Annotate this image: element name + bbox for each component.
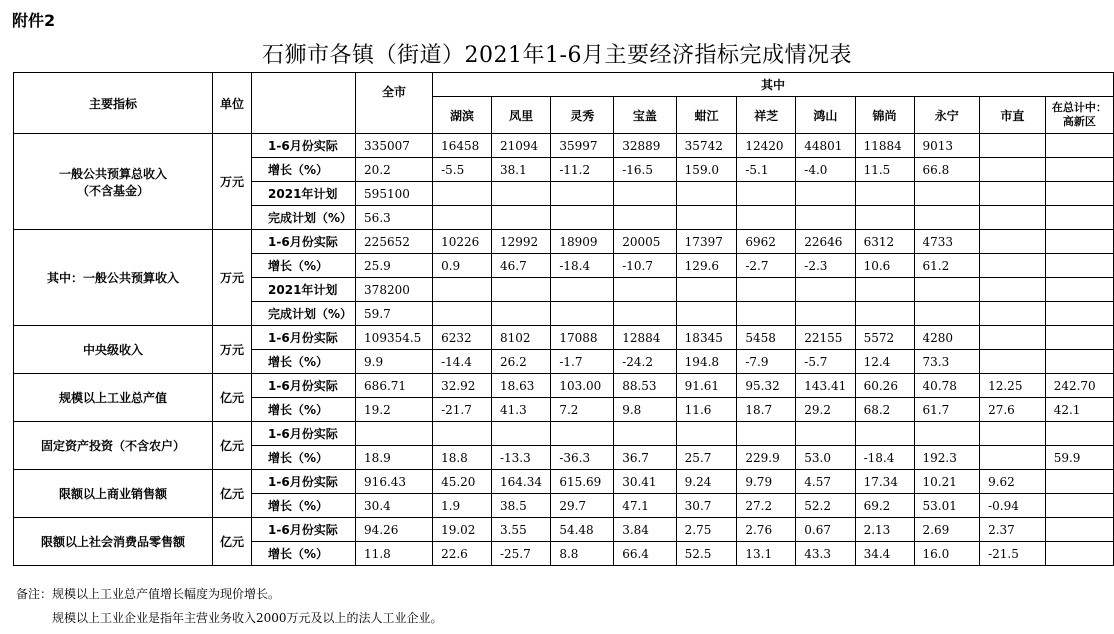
header-town: 市直 (980, 97, 1046, 134)
town-value (1045, 494, 1113, 518)
town-value (614, 278, 676, 302)
town-value: 17397 (676, 230, 737, 254)
town-value: 229.9 (737, 446, 796, 470)
town-value (980, 158, 1046, 182)
town-value: 91.61 (676, 374, 737, 398)
town-value: 38.1 (491, 158, 550, 182)
header-town: 祥芝 (737, 97, 796, 134)
town-value (614, 302, 676, 326)
header-row (14, 73, 1114, 97)
town-value: 3.55 (491, 518, 550, 542)
header-town: 凤里 (491, 97, 550, 134)
town-value: 5572 (855, 326, 914, 350)
table-row (14, 230, 1114, 254)
town-value: 129.6 (676, 254, 737, 278)
town-value (980, 254, 1046, 278)
town-value (980, 182, 1046, 206)
town-value: 29.7 (551, 494, 614, 518)
town-value: -1.7 (551, 350, 614, 374)
town-value (676, 422, 737, 446)
town-value: 35742 (676, 134, 737, 158)
header-town: 蚶江 (676, 97, 737, 134)
town-value: -18.4 (551, 254, 614, 278)
indicator-name: 限额以上社会消费品零售额 (14, 518, 213, 566)
town-value: 1.9 (433, 494, 492, 518)
indicator-unit: 亿元 (213, 422, 252, 470)
town-value (855, 302, 914, 326)
row-label: 增长（%） (252, 446, 356, 470)
note-2: 规模以上工业企业是指年主营业务收入2000万元及以上的法人工业企业。 (52, 611, 443, 625)
town-value: 18.63 (491, 374, 550, 398)
town-value (980, 446, 1046, 470)
city-value: 25.9 (356, 254, 433, 278)
indicator-name: 限额以上商业销售额 (14, 470, 213, 518)
town-value: -13.3 (491, 446, 550, 470)
town-value: 40.78 (914, 374, 980, 398)
town-value (737, 278, 796, 302)
town-value: 12884 (614, 326, 676, 350)
header-town: 灵秀 (551, 97, 614, 134)
town-value: -16.5 (614, 158, 676, 182)
town-value: 2.69 (914, 518, 980, 542)
town-value: -11.2 (551, 158, 614, 182)
header-city: 全市 (356, 73, 433, 134)
town-value: 59.9 (1045, 446, 1113, 470)
town-value (855, 182, 914, 206)
town-value (980, 278, 1046, 302)
town-value (614, 206, 676, 230)
table-row (14, 422, 1114, 446)
row-label: 1-6月份实际 (252, 374, 356, 398)
town-value (980, 326, 1046, 350)
town-value: 16.0 (914, 542, 980, 566)
town-value: 103.00 (551, 374, 614, 398)
town-value: -7.9 (737, 350, 796, 374)
town-value (855, 422, 914, 446)
indicator-name: 规模以上工业总产值 (14, 374, 213, 422)
city-value: 11.8 (356, 542, 433, 566)
town-value: 20005 (614, 230, 676, 254)
town-value: 11.6 (676, 398, 737, 422)
town-value: 242.70 (1045, 374, 1113, 398)
town-value (796, 182, 855, 206)
town-value: 95.32 (737, 374, 796, 398)
town-value (796, 206, 855, 230)
town-value: -2.3 (796, 254, 855, 278)
town-value (491, 302, 550, 326)
town-value (433, 206, 492, 230)
header-among: 其中 (433, 73, 1114, 97)
town-value: 194.8 (676, 350, 737, 374)
town-value: 143.41 (796, 374, 855, 398)
town-value (1045, 134, 1113, 158)
town-value: 13.1 (737, 542, 796, 566)
town-value: 10.6 (855, 254, 914, 278)
city-value (356, 422, 433, 446)
row-label: 1-6月份实际 (252, 230, 356, 254)
town-value: 12.25 (980, 374, 1046, 398)
table-row (14, 518, 1114, 542)
town-value: 44801 (796, 134, 855, 158)
city-value: 378200 (356, 278, 433, 302)
row-label: 2021年计划 (252, 182, 356, 206)
town-value (1045, 182, 1113, 206)
town-value (1045, 302, 1113, 326)
town-value: 73.3 (914, 350, 980, 374)
town-value: 30.7 (676, 494, 737, 518)
header-town: 在总计中： 高新区 (1045, 97, 1113, 134)
town-value (796, 278, 855, 302)
header-blank (252, 73, 356, 134)
town-value: 11884 (855, 134, 914, 158)
town-value: 17.34 (855, 470, 914, 494)
town-value: -18.4 (855, 446, 914, 470)
town-value: 41.3 (491, 398, 550, 422)
town-value (914, 206, 980, 230)
town-value (491, 206, 550, 230)
row-label: 增长（%） (252, 398, 356, 422)
town-value: 12.4 (855, 350, 914, 374)
town-value (980, 230, 1046, 254)
town-value (551, 422, 614, 446)
town-value: 9.62 (980, 470, 1046, 494)
town-value (676, 302, 737, 326)
town-value: 68.2 (855, 398, 914, 422)
town-value (433, 182, 492, 206)
town-value: -14.4 (433, 350, 492, 374)
town-value (737, 182, 796, 206)
town-value: 5458 (737, 326, 796, 350)
town-value: 88.53 (614, 374, 676, 398)
city-value: 686.71 (356, 374, 433, 398)
town-value: 27.2 (737, 494, 796, 518)
town-value (980, 422, 1046, 446)
town-value: -36.3 (551, 446, 614, 470)
town-value: 60.26 (855, 374, 914, 398)
town-value: 164.34 (491, 470, 550, 494)
city-value: 59.7 (356, 302, 433, 326)
town-value: 3.84 (614, 518, 676, 542)
town-value (737, 422, 796, 446)
row-label: 增长（%） (252, 542, 356, 566)
town-value: -2.7 (737, 254, 796, 278)
row-label: 完成计划（%） (252, 302, 356, 326)
town-value: 69.2 (855, 494, 914, 518)
header-town: 宝盖 (614, 97, 676, 134)
row-label: 增长（%） (252, 158, 356, 182)
row-label: 1-6月份实际 (252, 470, 356, 494)
city-value: 94.26 (356, 518, 433, 542)
town-value (433, 278, 492, 302)
row-label: 1-6月份实际 (252, 422, 356, 446)
town-value: 42.1 (1045, 398, 1113, 422)
town-value: 192.3 (914, 446, 980, 470)
town-value (855, 206, 914, 230)
town-value (796, 422, 855, 446)
header-town: 永宁 (914, 97, 980, 134)
town-value: 46.7 (491, 254, 550, 278)
row-label: 1-6月份实际 (252, 518, 356, 542)
town-value: 18.8 (433, 446, 492, 470)
town-value (980, 206, 1046, 230)
town-value: 2.37 (980, 518, 1046, 542)
town-value (551, 302, 614, 326)
town-value: 2.13 (855, 518, 914, 542)
city-value: 30.4 (356, 494, 433, 518)
town-value: 6232 (433, 326, 492, 350)
town-value: 10.21 (914, 470, 980, 494)
town-value (914, 278, 980, 302)
indicator-name: 中央级收入 (14, 326, 213, 374)
town-value (1045, 518, 1113, 542)
town-value (1045, 278, 1113, 302)
town-value: 27.6 (980, 398, 1046, 422)
table-row (14, 134, 1114, 158)
indicator-name: 固定资产投资（不含农户） (14, 422, 213, 470)
row-label: 增长（%） (252, 494, 356, 518)
city-value: 56.3 (356, 206, 433, 230)
town-value: 9013 (914, 134, 980, 158)
town-value (1045, 326, 1113, 350)
indicator-unit: 万元 (213, 326, 252, 374)
town-value: 18909 (551, 230, 614, 254)
town-value: 10226 (433, 230, 492, 254)
town-value (796, 302, 855, 326)
town-value (914, 302, 980, 326)
town-value (1045, 470, 1113, 494)
town-value (614, 182, 676, 206)
row-label: 增长（%） (252, 254, 356, 278)
town-value: 2.76 (737, 518, 796, 542)
town-value: 53.01 (914, 494, 980, 518)
town-value (614, 422, 676, 446)
town-value (433, 302, 492, 326)
town-value: 54.48 (551, 518, 614, 542)
town-value (1045, 350, 1113, 374)
town-value: 47.1 (614, 494, 676, 518)
town-value: 19.02 (433, 518, 492, 542)
town-value: 66.8 (914, 158, 980, 182)
town-value: 32889 (614, 134, 676, 158)
town-value (551, 182, 614, 206)
town-value (491, 182, 550, 206)
town-value (980, 350, 1046, 374)
town-value: 52.2 (796, 494, 855, 518)
city-value: 109354.5 (356, 326, 433, 350)
town-value: 29.2 (796, 398, 855, 422)
town-value: 21094 (491, 134, 550, 158)
town-value (980, 302, 1046, 326)
town-value: -5.5 (433, 158, 492, 182)
town-value: 66.4 (614, 542, 676, 566)
town-value: 22155 (796, 326, 855, 350)
town-value: 615.69 (551, 470, 614, 494)
town-value: 61.7 (914, 398, 980, 422)
town-value (1045, 158, 1113, 182)
town-value: -5.1 (737, 158, 796, 182)
town-value: 17088 (551, 326, 614, 350)
indicator-table (13, 72, 1114, 566)
town-value: 18.7 (737, 398, 796, 422)
town-value (1045, 230, 1113, 254)
town-value: 4.57 (796, 470, 855, 494)
town-value: 18345 (676, 326, 737, 350)
page-title: 石狮市各镇（街道）2021年1-6月主要经济指标完成情况表 (262, 43, 852, 68)
town-value: -0.94 (980, 494, 1046, 518)
city-value: 595100 (356, 182, 433, 206)
attachment-label: 附件2 (12, 11, 56, 30)
town-value: -10.7 (614, 254, 676, 278)
town-value: -24.2 (614, 350, 676, 374)
town-value (737, 302, 796, 326)
indicator-name: 一般公共预算总收入 （不含基金） (14, 134, 213, 230)
indicator-unit: 万元 (213, 230, 252, 326)
town-value: 4280 (914, 326, 980, 350)
town-value: 35997 (551, 134, 614, 158)
town-value: 12992 (491, 230, 550, 254)
town-value: 22.6 (433, 542, 492, 566)
town-value (551, 206, 614, 230)
table-row (14, 470, 1114, 494)
town-value (491, 422, 550, 446)
town-value: 22646 (796, 230, 855, 254)
town-value: 4733 (914, 230, 980, 254)
header-town: 湖滨 (433, 97, 492, 134)
town-value: 38.5 (491, 494, 550, 518)
row-label: 1-6月份实际 (252, 326, 356, 350)
town-value (676, 206, 737, 230)
header-town: 锦尚 (855, 97, 914, 134)
town-value: -21.5 (980, 542, 1046, 566)
town-value: 34.4 (855, 542, 914, 566)
town-value: 43.3 (796, 542, 855, 566)
town-value: 25.7 (676, 446, 737, 470)
town-value (914, 422, 980, 446)
city-value: 916.43 (356, 470, 433, 494)
town-value: 159.0 (676, 158, 737, 182)
town-value (1045, 542, 1113, 566)
town-value (980, 134, 1046, 158)
town-value: -21.7 (433, 398, 492, 422)
town-value: 16458 (433, 134, 492, 158)
town-value: 9.79 (737, 470, 796, 494)
town-value (855, 278, 914, 302)
row-label: 2021年计划 (252, 278, 356, 302)
town-value: 30.41 (614, 470, 676, 494)
town-value (1045, 254, 1113, 278)
city-value: 18.9 (356, 446, 433, 470)
indicator-unit: 亿元 (213, 518, 252, 566)
town-value: 0.9 (433, 254, 492, 278)
town-value: 6962 (737, 230, 796, 254)
city-value: 20.2 (356, 158, 433, 182)
town-value: -5.7 (796, 350, 855, 374)
town-value (491, 278, 550, 302)
town-value: 26.2 (491, 350, 550, 374)
town-value: 9.24 (676, 470, 737, 494)
town-value: -25.7 (491, 542, 550, 566)
town-value (914, 182, 980, 206)
city-value: 335007 (356, 134, 433, 158)
row-label: 完成计划（%） (252, 206, 356, 230)
row-label: 1-6月份实际 (252, 134, 356, 158)
town-value: 6312 (855, 230, 914, 254)
town-value: 36.7 (614, 446, 676, 470)
city-value: 225652 (356, 230, 433, 254)
town-value: -4.0 (796, 158, 855, 182)
town-value: 61.2 (914, 254, 980, 278)
town-value (737, 206, 796, 230)
town-value (676, 182, 737, 206)
note-1: 备注：规模以上工业总产值增长幅度为现价增长。 (16, 587, 281, 601)
town-value: 53.0 (796, 446, 855, 470)
indicator-unit: 万元 (213, 134, 252, 230)
town-value: 12420 (737, 134, 796, 158)
town-value: 7.2 (551, 398, 614, 422)
header-town: 鸿山 (796, 97, 855, 134)
town-value: 0.67 (796, 518, 855, 542)
city-value: 9.9 (356, 350, 433, 374)
indicator-name: 其中：一般公共预算收入 (14, 230, 213, 326)
town-value (433, 422, 492, 446)
table-row (14, 374, 1114, 398)
town-value: 2.75 (676, 518, 737, 542)
row-label: 增长（%） (252, 350, 356, 374)
town-value: 9.8 (614, 398, 676, 422)
table-row (14, 326, 1114, 350)
indicator-unit: 亿元 (213, 470, 252, 518)
town-value: 8102 (491, 326, 550, 350)
town-value: 32.92 (433, 374, 492, 398)
town-value (1045, 422, 1113, 446)
indicator-unit: 亿元 (213, 374, 252, 422)
header-unit: 单位 (213, 73, 252, 134)
city-value: 19.2 (356, 398, 433, 422)
town-value (676, 278, 737, 302)
town-value (1045, 206, 1113, 230)
town-value: 8.8 (551, 542, 614, 566)
header-indicator: 主要指标 (14, 73, 213, 134)
town-value: 52.5 (676, 542, 737, 566)
town-value (551, 278, 614, 302)
town-value: 11.5 (855, 158, 914, 182)
town-value: 45.20 (433, 470, 492, 494)
